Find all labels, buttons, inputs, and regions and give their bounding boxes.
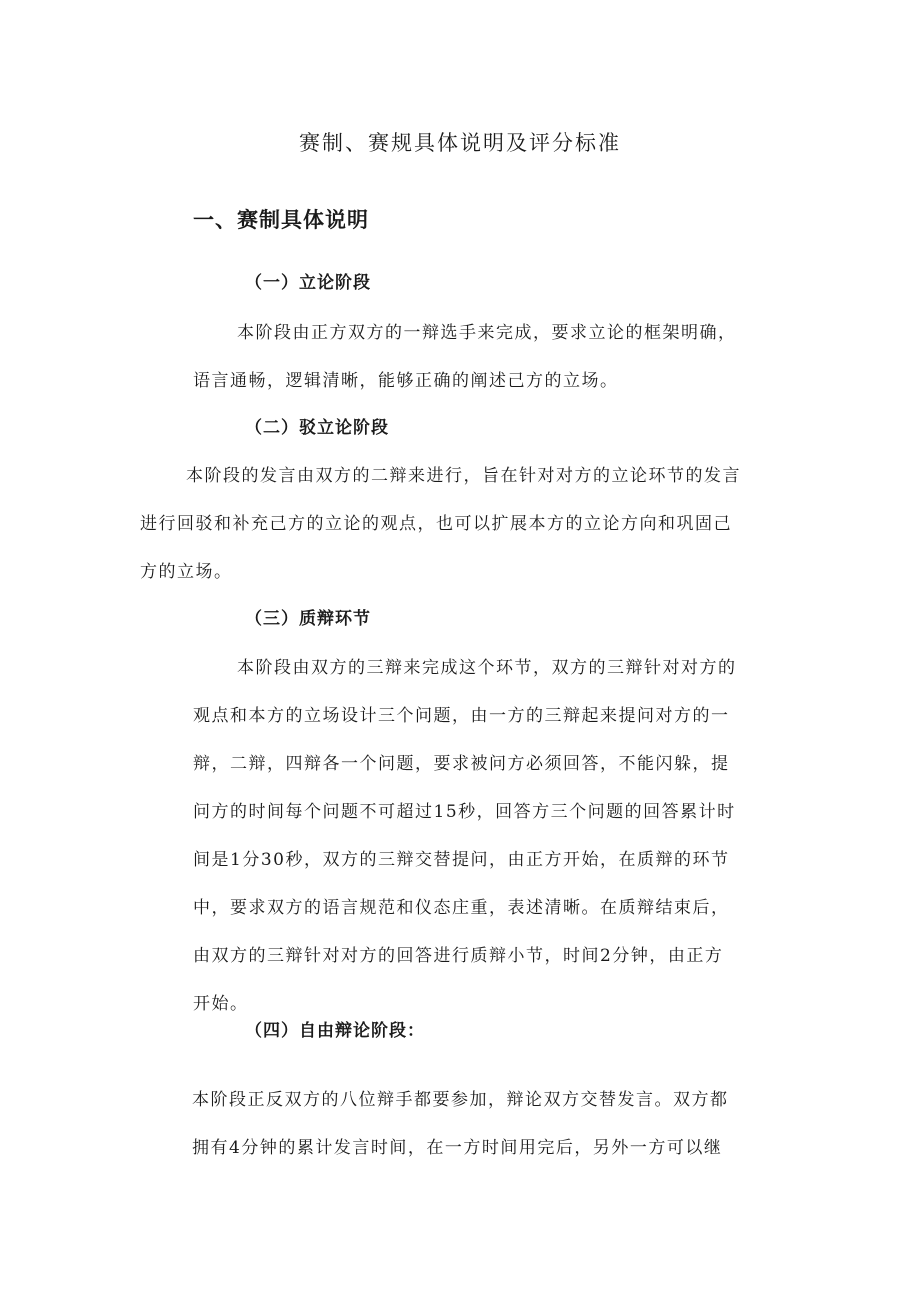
paragraph-line: 间是1分30秒，双方的三辩交替提问，由正方开始，在质辩的环节 bbox=[193, 850, 730, 870]
stage-1-paragraph bbox=[193, 309, 737, 405]
paragraph-line: 中，要求双方的语言规范和仪态庄重，表述清晰。在质辩结束后， bbox=[193, 898, 730, 918]
stage-4-paragraph bbox=[192, 1076, 729, 1172]
paragraph-line: 观点和本方的立场设计三个问题，由一方的三辩起来提问对方的一 bbox=[193, 706, 730, 726]
stage-heading-1: （一）立论阶段 bbox=[245, 273, 371, 293]
paragraph-line: 开始。 bbox=[193, 994, 249, 1014]
paragraph-line: 问方的时间每个问题不可超过15秒，回答方三个问题的回答累计时 bbox=[193, 802, 736, 822]
paragraph-line: 语言通畅，逻辑清晰，能够正确的阐述己方的立场。 bbox=[193, 371, 619, 391]
paragraph-line: 由双方的三辩针对对方的回答进行质辩小节，时间2分钟，由正方 bbox=[193, 946, 724, 966]
paragraph-line: 本阶段正反双方的八位辩手都要参加，辩论双方交替发言。双方都 bbox=[192, 1090, 729, 1110]
stage-3-paragraph bbox=[193, 644, 737, 1028]
document-title: 赛制、赛规具体说明及评分标准 bbox=[299, 131, 621, 155]
stage-heading-2: （二）驳立论阶段 bbox=[245, 418, 389, 438]
paragraph-line: 本阶段由双方的三辩来完成这个环节，双方的三辩针对对方的 bbox=[237, 658, 737, 678]
paragraph-line: 辩，二辩，四辩各一个问题，要求被问方必须回答，不能闪躲，提 bbox=[193, 754, 730, 774]
paragraph-line: 进行回驳和补充己方的立论的观点，也可以扩展本方的立论方向和巩固己 bbox=[140, 514, 732, 534]
paragraph-line: 方的立场。 bbox=[140, 562, 233, 582]
section-heading: 一、赛制具体说明 bbox=[193, 207, 369, 232]
paragraph-line: 本阶段由正方双方的一辩选手来完成，要求立论的框架明确， bbox=[237, 323, 737, 343]
stage-2-paragraph bbox=[140, 452, 741, 596]
paragraph-line: 拥有4分钟的累计发言时间，在一方时间用完后，另外一方可以继 bbox=[192, 1138, 723, 1158]
stage-heading-4: （四）自由辩论阶段： bbox=[245, 1021, 425, 1041]
paragraph-line: 本阶段的发言由双方的二辩来进行，旨在针对对方的立论环节的发言 bbox=[186, 466, 741, 486]
stage-heading-3: （三）质辩环节 bbox=[245, 609, 371, 629]
